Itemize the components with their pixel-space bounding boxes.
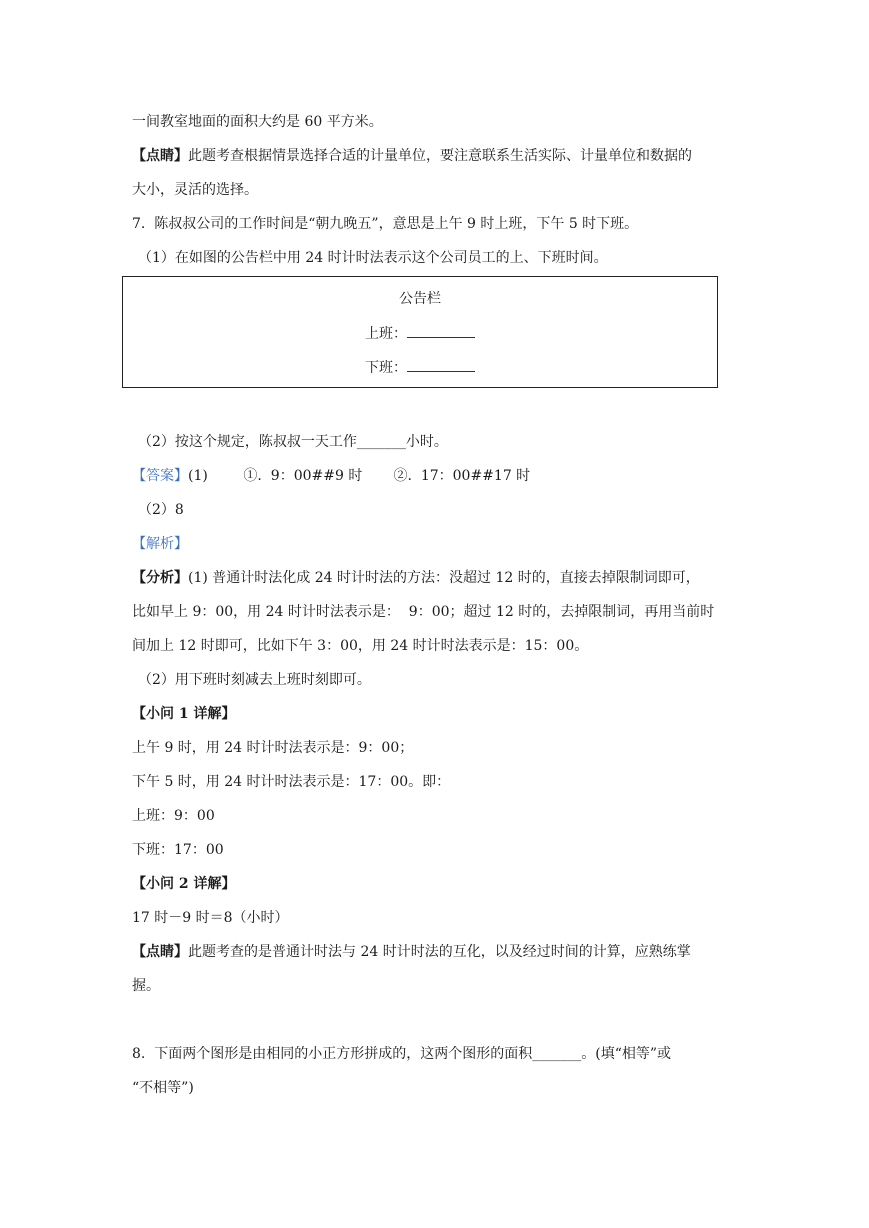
answer-line-2: （2）8 [138,502,184,518]
answer-line-1 [132,466,530,486]
on-duty-blank [407,323,475,338]
dianjing-2-text: 此题考查的是普通计时法与 24 时计时法的互化，以及经过时间的计算，应熟练掌 [188,944,691,960]
fenxi-line-1 [132,568,700,588]
question-7-part-2 [138,432,448,452]
off-duty-label: 下班： [365,360,407,376]
fenxi-line-2: 比如早上 9：00，用 24 时计时法表示是： 9：00；超过 12 时的，去掉限制词，再用当前时 [132,604,715,620]
fenxi-line-3: 间加上 12 时即可，比如下午 3：00，用 24 时计时法表示是：15：00。 [132,638,589,654]
dianjing-2 [132,942,691,962]
dianjing-text: 此题考查根据情景选择合适的计量单位，要注意联系生活实际、计量单位和数据的 [188,148,692,164]
q7-2-unit: 小时。 [405,434,448,450]
fenxi-line-4: （2）用下班时刻减去上班时刻即可。 [138,672,371,688]
sub-question-1-line-b: 下午 5 时，用 24 时计时法表示是：17：00。即： [132,774,451,790]
question-7-part-1: （1）在如图的公告栏中用 24 时计时法表示这个公司员工的上、下班时间。 [138,250,608,266]
dianjing-tag: 【点睛】 [132,148,188,164]
sub-question-1-line-c: 上班：9：00 [132,808,215,824]
q7-2-blank: _______ [356,434,406,450]
question-7: 7. 陈叔叔公司的工作时间是“朝九晚五”，意思是上午 9 时上班，下午 5 时下班。 [132,216,639,232]
fenxi-tag: 【分析】 [132,570,188,586]
on-duty-label: 上班： [365,326,407,342]
notice-board-title: 公告栏 [399,291,441,307]
sub-question-2-heading: 【小问 2 详解】 [132,876,236,892]
question-8: 8. 下面两个图形是由相同的小正方形拼成的，这两个图形的面积_______。(填“相等”或 [132,1046,672,1062]
analysis-tag: 【解析】 [132,536,188,552]
sub-question-1-line-d: 下班：17：00 [132,842,224,858]
dianjing-1 [132,146,692,166]
answer-tag: 【答案】 [132,468,188,484]
sub-question-1-line-a: 上午 9 时，用 24 时计时法表示是：9：00； [132,740,414,756]
notice-board [122,276,718,388]
q7-2-text: （2）按这个规定，陈叔叔一天工作 [138,434,357,450]
sub-question-2-line-a: 17 时－9 时＝8（小时） [132,910,289,926]
fenxi-text-1: (1) 普通计时法化成 24 时计时法的方法：没超过 12 时的，直接去掉限制词即可， [188,570,700,586]
question-8-cont: “不相等”) [132,1080,194,1096]
notice-board-off-duty [123,357,717,378]
sub-question-1-heading: 【小问 1 详解】 [132,706,236,722]
answer-part-1: (1) ①. 9：00##9 时 ②. 17：00##17 时 [188,468,531,484]
dianjing-2-cont: 握。 [132,978,160,994]
dianjing-1-cont: 大小，灵活的选择。 [132,182,258,198]
notice-board-on-duty [123,323,717,344]
line-1: 一间教室地面的面积大约是 60 平方米。 [132,114,383,130]
off-duty-blank [407,357,475,372]
dianjing-2-tag: 【点睛】 [132,944,188,960]
